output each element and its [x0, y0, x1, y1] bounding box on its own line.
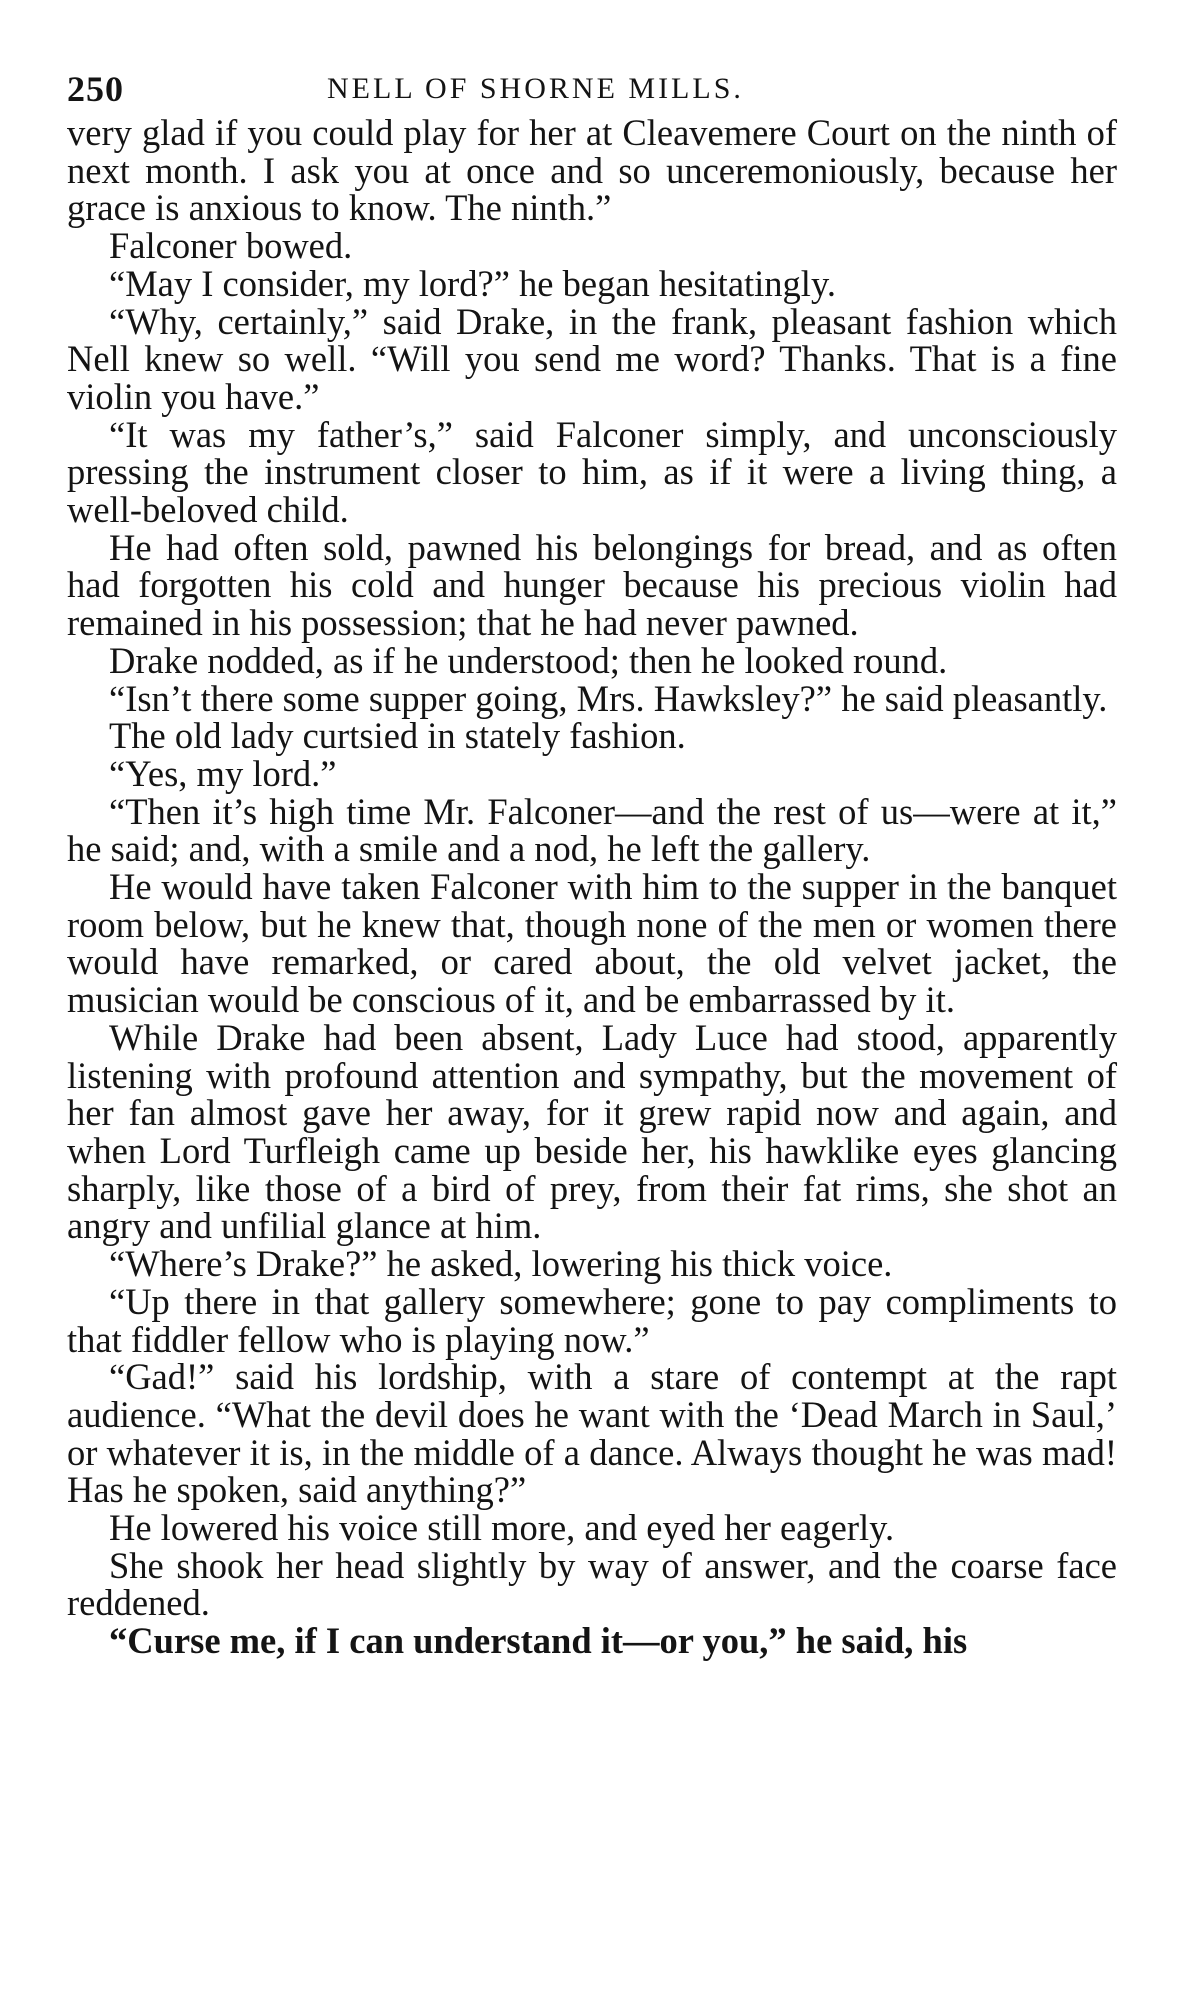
paragraph: “It was my father’s,” said Falconer simply, and unconsciously pressing the instrument closer to him, as if it were a living thing, a well-beloved child.	[67, 413, 1117, 531]
paragraph: “Where’s Drake?” he asked, lowering his thick voice.	[109, 1243, 893, 1285]
paragraph: “Up there in that gallery somewhere; gone to pay compliments to that fiddler fellow who is playing now.”	[67, 1280, 1117, 1360]
paragraph: “May I consider, my lord?” he began hesitatingly.	[109, 262, 836, 304]
paragraph: She shook her head slightly by way of answer, and the coarse face reddened.	[67, 1544, 1117, 1624]
page-number: 250	[67, 69, 124, 109]
paragraph: Falconer bowed.	[109, 225, 353, 267]
paragraph: While Drake had been absent, Lady Luce had stood, apparently listening with profound attention and sympathy, but the movement of her fan almost gave her away, for it grew rapid now and again, and when Lord Turfleigh came up beside her, his hawklike eyes glancing sharply, like those of a bird of prey, from their fat rims, she shot an angry and unfilial glance at him.	[67, 1016, 1117, 1247]
book-page	[67, 62, 1117, 1660]
paragraph: Drake nodded, as if he understood; then he looked round.	[109, 639, 948, 681]
paragraph: He would have taken Falconer with him to the supper in the banquet room below, but he knew that, though none of the men or women there would have remarked, or cared about, the old velvet jacket, the musician would be conscious of it, and be embarrassed by it.	[67, 866, 1117, 1021]
paragraph: very glad if you could play for her at Cleavemere Court on the ninth of next month. I ask you at once and so unceremoniously, because her grace is anxious to know. The ninth.”	[67, 112, 1117, 229]
paragraph: He had often sold, pawned his belongings for bread, and as often had forgotten his cold and hunger because his precious violin had remained in his possession; that he had never pawned.	[67, 526, 1117, 644]
paragraph: “Then it’s high time Mr. Falconer—and the rest of us—were at it,” he said; and, with a smile and a nod, he left the gallery.	[67, 790, 1117, 870]
paragraph: “Isn’t there some supper going, Mrs. Hawksley?” he said pleasantly.	[109, 677, 1108, 719]
paragraph: “Curse me, if I can understand it—or you,” he said, his	[109, 1620, 968, 1662]
paragraph: The old lady curtsied in stately fashion.	[109, 715, 686, 757]
paragraph: “Yes, my lord.”	[109, 752, 337, 794]
book-title: NELL OF SHORNE MILLS.	[327, 72, 744, 105]
paragraph: He lowered his voice still more, and eyed her eagerly.	[109, 1507, 895, 1549]
running-head	[67, 62, 1117, 109]
paragraph: “Gad!” said his lordship, with a stare of contempt at the rapt audience. “What the devil does he want with the ‘Dead March in Saul,’ or whatever it is, in the middle of a dance. Always thought he was mad! Has he spoken, said anything?”	[67, 1356, 1117, 1511]
paragraph: “Why, certainly,” said Drake, in the frank, pleasant fashion which Nell knew so well. “Will you send me word? Thanks. That is a fine violin you have.”	[67, 300, 1117, 417]
body-text	[67, 114, 1117, 1660]
